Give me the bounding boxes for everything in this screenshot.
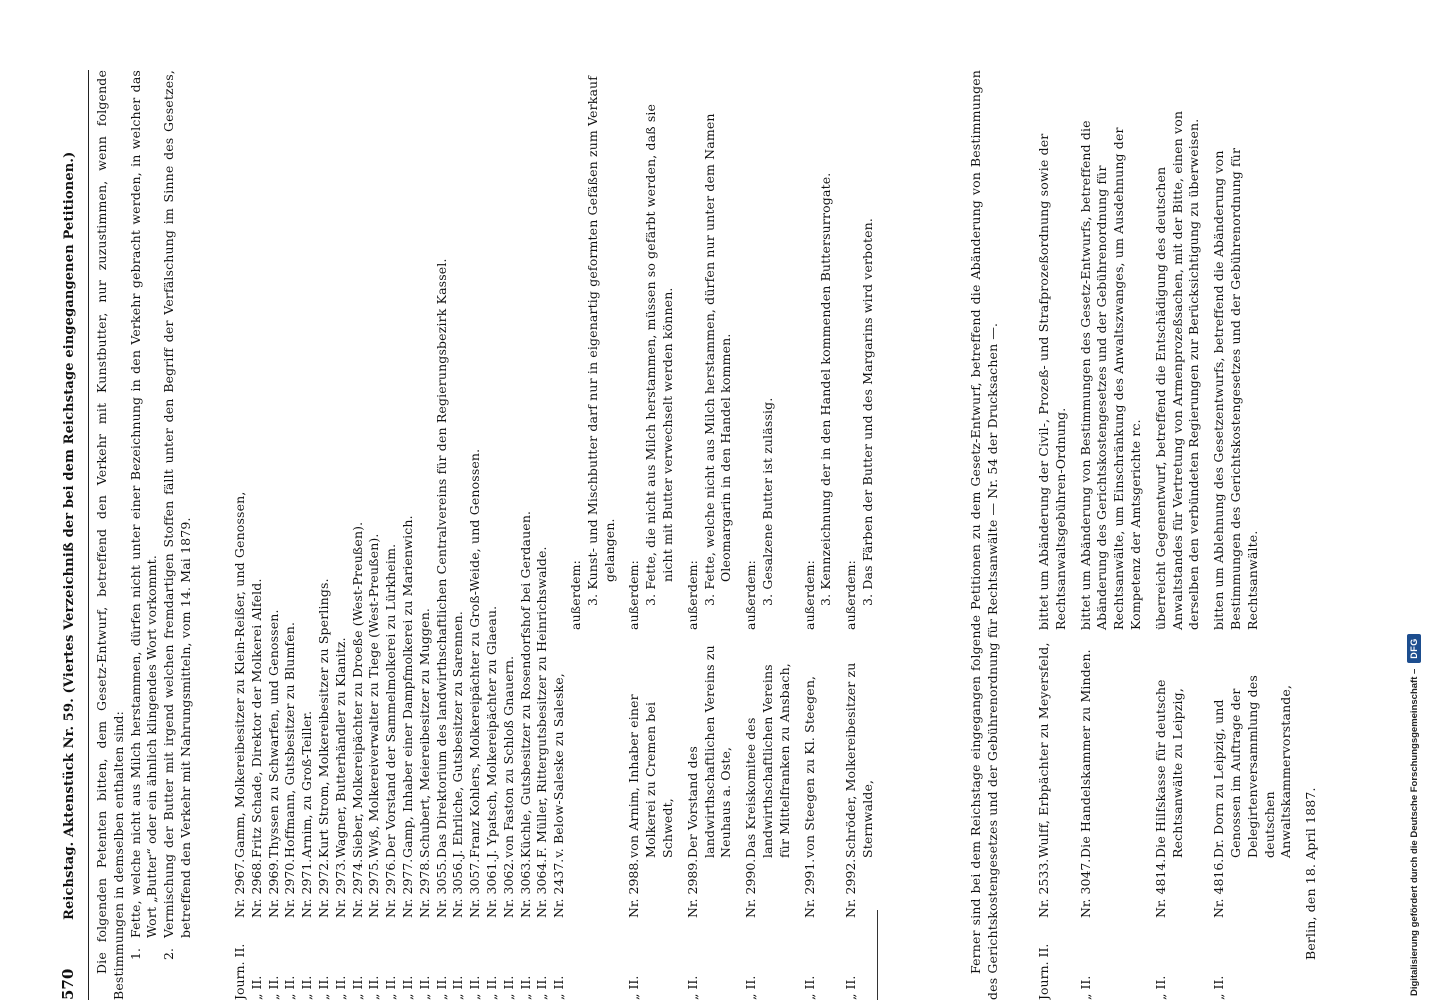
petition-number: Nr. 3063. [517, 858, 533, 918]
petition-number: Nr. 3064. [534, 858, 550, 918]
petitioner: F. Müller, Rittergutsbesitzer zu Heinrichswalde. [534, 546, 550, 858]
journal-prefix: „ II. [483, 975, 499, 1000]
extra-demand-block [568, 70, 618, 1000]
extra-text: Fette, die nicht aus Milch herstammen, müssen so gefärbt werden, daß sie nicht mit Butter verwechselt werden können. [643, 103, 675, 590]
petition-number: Nr. 2972. [315, 858, 331, 918]
petitioner: Gamp, Inhaber einer Dampfmolkerei zu Marienwich. [399, 515, 415, 858]
demand-text: Vermischung der Butter mit irgend welchen fremdartigen Stoffen fällt unter den Begriff der Verfälschung im Sinne des Gesetzes, betreffend den Verkehr mit Nahrungsmitteln, vom 14. Mai 1879. [161, 70, 193, 938]
petitioner: Arnim, zu Groß-Teiller. [299, 710, 315, 858]
petition-number: Nr. 3047. [1077, 858, 1093, 918]
petition-row [282, 70, 299, 1000]
extra-demand [818, 70, 835, 630]
petition-list-a [232, 70, 878, 1000]
extra-number: 3. [584, 593, 600, 606]
petition-row [551, 70, 568, 1000]
petition-row [417, 70, 434, 1000]
journal-prefix: „ II. [399, 975, 415, 1000]
journal-prefix: „ II. [299, 975, 315, 1000]
petition-number: Nr. 2990. [743, 858, 759, 918]
petition-row [299, 70, 316, 1000]
intro-paragraph: Die folgenden Petenten bitten, dem Gesetz-Entwurf, betreffend den Verkehr mit Kunstbutter, nur zuzustimmen, wenn folgende Bestimmungen in demselben enthalten sind: [94, 70, 126, 1000]
petitioner: Franz Kohlers, Molkereipächter zu Groß-Weide, und Genossen. [467, 448, 483, 858]
petition-with-request [1211, 70, 1295, 1000]
petition-row [366, 70, 383, 1000]
extra-demand [860, 70, 877, 630]
request-text: bittet um Abänderung der Civil-, Prozeß- und Strafprozeßordnung sowie der Rechtsanwaltsgebühren-Ordnung. [1036, 133, 1068, 630]
petition-number: Nr. 4814. [1152, 858, 1168, 918]
journal-prefix: „ II. [332, 975, 348, 1000]
petition-number: Nr. 2992. [843, 858, 859, 918]
extra-label: außerdem: [626, 559, 642, 630]
journal-prefix: „ II. [315, 975, 331, 1000]
journal-prefix: „ II. [1077, 975, 1093, 1000]
petitioner: von Faston zu Schloß Gnauern. [500, 655, 516, 858]
journal-prefix: „ II. [383, 975, 399, 1000]
extra-demand [760, 70, 777, 630]
extra-number: 3. [701, 593, 717, 606]
petition-with-request [1036, 70, 1070, 1000]
petitioner: v. Below-Saleske zu Saleske, [551, 673, 567, 858]
petition-number: Nr. 2978. [416, 858, 432, 918]
extra-demand [702, 70, 736, 630]
journal-prefix: „ II. [1152, 975, 1168, 1000]
petitioner: Dr. Dorn zu Leipzig, und Genossen im Auftrage der Delegirtenversammlung des deutschen Anwaltskammervorstande, [1211, 675, 1294, 858]
petition-number: Nr. 2988. [626, 858, 642, 918]
petition-row [467, 70, 484, 1000]
petitioner: Die Hilfskasse für deutsche Rechtsanwälte zu Leipzig, [1152, 679, 1185, 858]
petition-row [501, 70, 518, 1000]
petition-row [450, 70, 467, 1000]
extra-number: 3. [643, 593, 659, 606]
extra-label: außerdem: [567, 559, 583, 630]
petitioner: Kurt Strom, Molkereibesitzer zu Sperlings. [315, 578, 331, 858]
journal-prefix: „ II. [626, 975, 642, 1000]
petitioner: Die Handelskammer zu Minden. [1077, 649, 1093, 858]
petitioner: Das Direktorium des landwirthschaftlichen Centralvereins für den Regierungsbezirk Kassel. [433, 258, 449, 858]
petitioner: von Arnim, Inhaber einer Molkerei zu Cremen bei Schwedt, [626, 694, 675, 858]
petition-with-extra [626, 70, 676, 1000]
petitioner: Schröder, Molkereibesitzer zu Sternwalde, [843, 662, 875, 858]
ferner-section [968, 70, 1002, 1000]
petition-number: Nr. 2970. [282, 858, 298, 918]
petitioner: Wulff, Erbpächter zu Meyersfeld, [1036, 642, 1051, 858]
credit-text: Digitalisierung gefördert durch die Deutsche Forschungsgemeinschaft – [1408, 668, 1420, 996]
petition-number: Nr. 2971. [299, 858, 315, 918]
petition-row [266, 70, 283, 1000]
petition-list-c [1036, 70, 1320, 1000]
journal-prefix: „ II. [282, 975, 298, 1000]
petition-number: Nr. 3056. [450, 858, 466, 918]
petition-row [249, 70, 266, 1000]
petitioner: Das Kreiskomitee des landwirthschaftlichen Vereins für Mittelfranken zu Ansbach, [743, 663, 792, 858]
petition-row [518, 70, 535, 1000]
digitization-credit [1403, 0, 1425, 996]
petition-row [350, 70, 367, 1000]
signature-line: Berlin, den 18. April 1887. [1303, 787, 1319, 960]
petition-number: Nr. 2976. [383, 858, 399, 918]
demand-item [161, 70, 195, 1000]
petitioner: Sieber, Molkereipächter zu Droeße (West-Preußen). [349, 521, 365, 858]
petition-with-request [1153, 70, 1203, 1000]
petition-number: Nr. 2967. [232, 858, 247, 918]
request-text: bitten um Ablehnung des Gesetzentwurfs, betreffend die Abänderung von Bestimmungen des Gerichtskostengesetzes und der Gebührenordnung für Rechtsanwälte. [1211, 147, 1260, 630]
journal-prefix: „ II. [500, 975, 516, 1000]
journal-prefix: „ II. [265, 975, 281, 1000]
petition-number: Nr. 2437. [551, 858, 567, 918]
petition-row [434, 70, 451, 1000]
journal-prefix: Journ. II. [1036, 943, 1051, 1000]
journal-prefix: „ II. [843, 975, 859, 1000]
petition-row [333, 70, 350, 1000]
petitioner: Wyß, Molkereiverwalter zu Tiege (West-Preußen). [366, 533, 382, 858]
petition-number: Nr. 2968. [248, 858, 264, 918]
petitioner: J. Ehrliche, Gutsbesitzer zu Sarennen. [450, 611, 466, 858]
petition-number: Nr. 2973. [332, 858, 348, 918]
petition-with-request [1078, 70, 1145, 1000]
request-text: bittet um Abänderung von Bestimmungen des Gesetz-Entwurfs, betreffend die Abänderung des Gerichtskostengesetzes und der Gebührenordnung für Rechtsanwälte, um Einschränkung des Anwaltszwanges, um Ausdehnung der Kompetenz der Amtsgerichte rc. [1077, 120, 1143, 630]
journal-prefix: Journ. II. [232, 943, 247, 1000]
journal-prefix: „ II. [366, 975, 382, 1000]
petitioner: Wagner, Butterhändler zu Klanitz. [332, 637, 348, 858]
extra-text: Kennzeichnung der in den Handel kommenden Buttersurrogate. [818, 172, 834, 590]
ferner-paragraph: Ferner sind bei dem Reichstage eingegangen folgende Petitionen zu dem Gesetz-Entwurf, betreffend die Abänderung von Bestimmungen des Gerichtskostengesetzes und der Gebührenordnung für Rechtsanwälte — Nr. 54 der Drucksachen —. [968, 70, 1000, 1000]
journal-prefix: „ II. [467, 975, 483, 1000]
extra-number: 3. [818, 593, 834, 606]
demand-number: 2. [161, 948, 177, 960]
journal-prefix: „ II. [248, 975, 264, 1000]
journal-prefix: „ II. [534, 975, 550, 1000]
journal-prefix: „ II. [551, 975, 567, 1000]
extra-text: Kunst- und Mischbutter darf nur in eigenartig geformten Gefäßen zum Verkauf gelangen. [584, 75, 617, 590]
petitioner: Hoffmann, Gutsbesitzer zu Blumfen. [282, 621, 298, 858]
petitioner: J. Ypatsch, Molkereipächter zu Glaeau. [483, 605, 499, 858]
petitioner: Schubert, Meiereibesitzer zu Muggen. [416, 607, 432, 858]
demand-text: Fette, welche nicht aus Milch herstammen, dürfen nicht unter einer Bezeichnung in den Verkehr gebracht werden, in welcher das Wort „Butter“ oder ein ähnlich klingendes Wort vorkommt. [127, 70, 160, 938]
petition-number: Nr. 2991. [801, 858, 817, 918]
request-text: überreicht Gegenentwurf, betreffend die Entschädigung des deutschen Anwaltstandes für Vertretung von Armenprozeßsachen, mit der Bitte, einen von derselben den verbündeten Regierungen zur Berücksichtigung zu überweisen. [1152, 110, 1202, 630]
journal-prefix: „ II. [684, 975, 700, 1000]
header-rule [88, 70, 89, 1000]
running-header [60, 0, 82, 1000]
petition-row [383, 70, 400, 1000]
petition-with-extra [685, 70, 735, 1000]
petition-number: Nr. 3061. [483, 858, 499, 918]
extra-demand [585, 70, 619, 630]
extra-number: 3. [759, 593, 775, 606]
running-title: Reichstag. Aktenstück Nr. 59. (Viertes Verzeichniß der bei dem Reichstage eingegangenen Petitionen.) [62, 151, 77, 920]
journal-prefix: „ II. [1211, 975, 1227, 1000]
petitioner: Der Vorstand des landwirthschaftlichen Vereins zu Neuhaus a. Oste, [684, 645, 734, 858]
petition-number: Nr. 2533. [1036, 858, 1051, 918]
dfg-logo: DFG [1407, 634, 1421, 663]
extra-label: außerdem: [801, 559, 817, 630]
petition-row [316, 70, 333, 1000]
petitioner: Gamm, Molkereibesitzer zu Klein-Reißer, und Genossen, [232, 491, 247, 858]
journal-prefix: „ II. [743, 975, 759, 1000]
journal-prefix: „ II. [517, 975, 533, 1000]
demand-number: 1. [127, 948, 143, 960]
journal-prefix: „ II. [349, 975, 365, 1000]
petition-with-extra [743, 70, 793, 1000]
journal-prefix: „ II. [801, 975, 817, 1000]
petition-number: Nr. 2969. [265, 858, 281, 918]
petitioner: von Steegen zu Kl. Steegen, [801, 675, 817, 858]
petition-number: Nr. 4816. [1211, 858, 1227, 918]
petition-row [232, 70, 249, 1000]
petition-row [484, 70, 501, 1000]
extra-label: außerdem: [684, 559, 700, 630]
intro-section [94, 70, 195, 1000]
petition-row [400, 70, 417, 1000]
petitioner: Küchle, Gutsbesitzer zu Rosendorfshof bei Gerdauen. [517, 510, 533, 858]
extra-text: Das Färben der Butter und des Margarins wird verboten. [859, 218, 875, 590]
petition-number: Nr. 2974. [349, 858, 365, 918]
extra-label: außerdem: [843, 559, 859, 630]
petition-with-extra [802, 70, 836, 1000]
extra-text: Gesalzene Butter ist zulässig. [759, 397, 775, 590]
petition-number: Nr. 2977. [399, 858, 415, 918]
petition-with-extra [843, 70, 877, 1000]
journal-prefix: „ II. [433, 975, 449, 1000]
petition-number: Nr. 3055. [433, 858, 449, 918]
demand-item [128, 70, 162, 1000]
petitioner: Fritz Schade, Direktor der Molkerei Alfeld. [248, 578, 264, 858]
petitioner: Thyssen zu Schwarfen, und Genossen. [265, 609, 281, 858]
journal-prefix: „ II. [450, 975, 466, 1000]
extra-text: Fette, welche nicht aus Milch herstammen, dürfen nur unter dem Namen Oleomargarin in den Handel kommen. [701, 113, 734, 590]
petitioner: Der Vorstand der Sammelmolkerei zu Lürkheim. [383, 543, 399, 858]
petition-number: Nr. 3057. [467, 858, 483, 918]
extra-label: außerdem: [743, 559, 759, 630]
section-divider [877, 910, 878, 1000]
petition-number: Nr. 2975. [366, 858, 382, 918]
petition-number: Nr. 3062. [500, 858, 516, 918]
extra-number: 3. [859, 593, 875, 606]
petition-row [534, 70, 551, 1000]
page-number: 570 [59, 968, 77, 1000]
journal-prefix: „ II. [416, 975, 432, 1000]
extra-demand [643, 70, 677, 630]
petition-number: Nr. 2989. [684, 858, 700, 918]
